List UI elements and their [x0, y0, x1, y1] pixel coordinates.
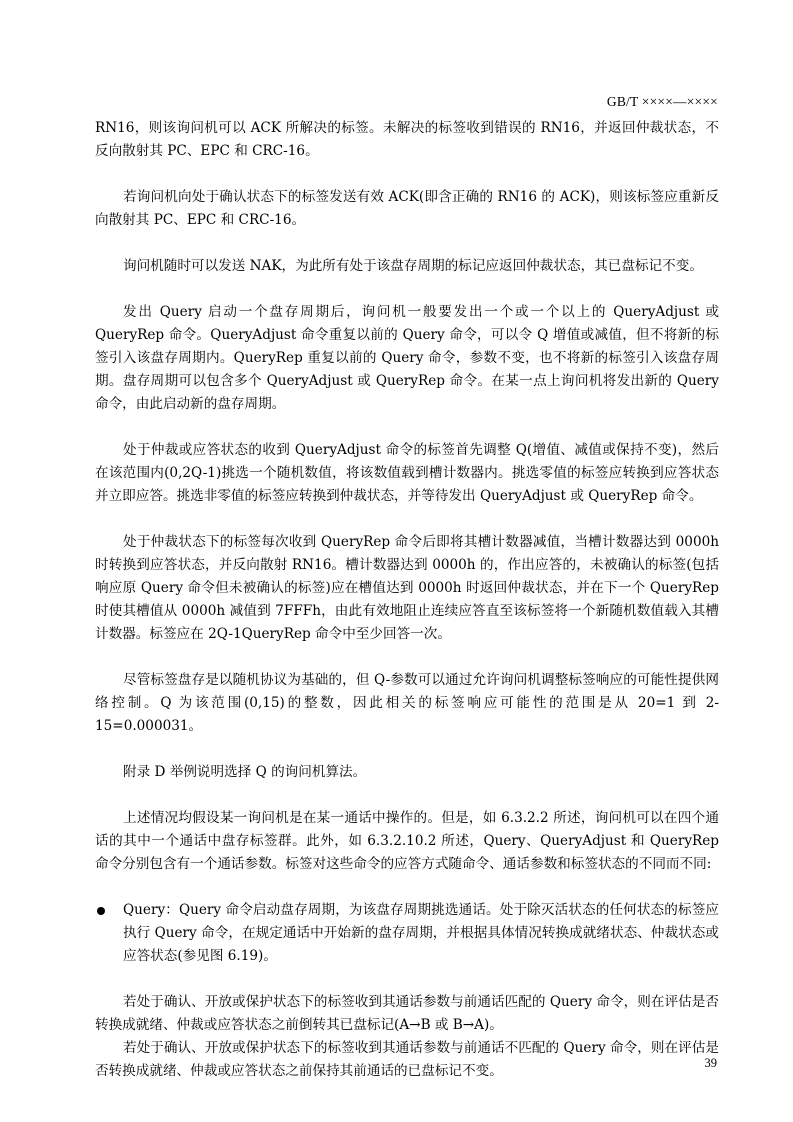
paragraph-annex-d: 附录 D 举例说明选择 Q 的询问机算法。	[123, 764, 367, 780]
bullet-dot-icon	[97, 907, 105, 915]
paragraph-sessions: 上述情况均假设某一询问机是在某一通话中操作的。但是，如 6.3.2.2 所述，询问机可以在四个通话的其中一个通话中盘存标签群。此外，如 6.3.2.10.2 所述，Query、QueryAdjust 和 QueryRep 命令分别包含有一个通话参数。标签对这些命令的应答方式随命令、通话参数和标签状态的不同而不同:	[95, 810, 719, 872]
body-content	[95, 117, 719, 1083]
bullet-query-text: Query：Query 命令启动盘存周期，为该盘存周期挑选通话。处于除灭活状态的任何状态的标签应执行 Query 命令，在规定通话中开始新的盘存周期，并根据具体情况转换成就绪状态、仲裁状态或应答状态(参见图 6.19)。	[123, 902, 719, 964]
bullet-query	[95, 899, 719, 968]
paragraph-queryadjust: 处于仲裁或应答状态的收到 QueryAdjust 命令的标签首先调整 Q(增值、减值或保持不变)，然后在该范围内(0,2Q-1)挑选一个随机数值，将该数值载到槽计数器内。挑选零值的标签应转换到应答状态并立即应答。挑选非零值的标签应转换到仲裁状态，并等待发出 QueryAdjust 或 QueryRep 命令。	[95, 442, 719, 504]
paragraph-session-match: 若处于确认、开放或保护状态下的标签收到其通话参数与前通话匹配的 Query 命令，则在评估是否转换成就绪、仲裁或应答状态之前倒转其已盘标记(A→B 或 B→A)。	[95, 994, 719, 1033]
paragraph-continuation: RN16，则该询问机可以 ACK 所解决的标签。未解决的标签收到错误的 RN16，并返回仲裁状态，不反向散射其 PC、EPC 和 CRC-16。	[95, 120, 719, 159]
standard-code-header: GB/T ××××—××××	[606, 94, 718, 109]
paragraph-inventory-cycle: 发出 Query 启动一个盘存周期后，询问机一般要发出一个或一个以上的 QueryAdjust 或 QueryRep 命令。QueryAdjust 命令重复以前的 Query 命令，可以令 Q 增值或减值，但不将新的标签引入该盘存周期内。QueryRep 重复以前的 Query 命令，参数不变，也不将新的标签引入该盘存周期。盘存周期可以包含多个 QueryAdjust 或 QueryRep 命令。在某一点上询问机将发出新的 Query 命令，由此启动新的盘存周期。	[95, 304, 719, 412]
paragraph-q-parameter: 尽管标签盘存是以随机协议为基础的，但 Q-参数可以通过允许询问机调整标签响应的可能性提供网络控制。Q 为该范围(0,15)的整数，因此相关的标签响应可能性的范围是从 20=1 到 2-15=0.000031。	[95, 672, 719, 734]
paragraph-nak: 询问机随时可以发送 NAK，为此所有处于该盘存周期的标记应返回仲裁状态，其已盘标记不变。	[123, 258, 703, 274]
paragraph-ack-confirm: 若询问机向处于确认状态下的标签发送有效 ACK(即含正确的 RN16 的 ACK)，则该标签应重新反向散射其 PC、EPC 和 CRC-16。	[95, 189, 719, 228]
page-number: 39	[704, 1056, 717, 1070]
paragraph-queryrep: 处于仲裁状态下的标签每次收到 QueryRep 命令后即将其槽计数器减值，当槽计数器达到 0000h 时转换到应答状态，并反向散射 RN16。槽计数器达到 0000h 的，作出应答的，未被确认的标签(包括响应原 Query 命令但未被确认的标签)应在槽值达到 0000h 时返回仲裁状态，并在下一个 QueryRep 时使其槽值从 0000h 减值到 7FFFh，由此有效地阻止连续应答直至该标签将一个新随机数值载入其槽计数器。标签应在 2Q-1QueryRep 命令中至少回答一次。	[95, 534, 719, 642]
paragraph-session-mismatch: 若处于确认、开放或保护状态下的标签收到其通话参数与前通话不匹配的 Query 命令，则在评估是否转换成就绪、仲裁或应答状态之前保持其前通话的已盘标记不变。	[95, 1040, 719, 1079]
